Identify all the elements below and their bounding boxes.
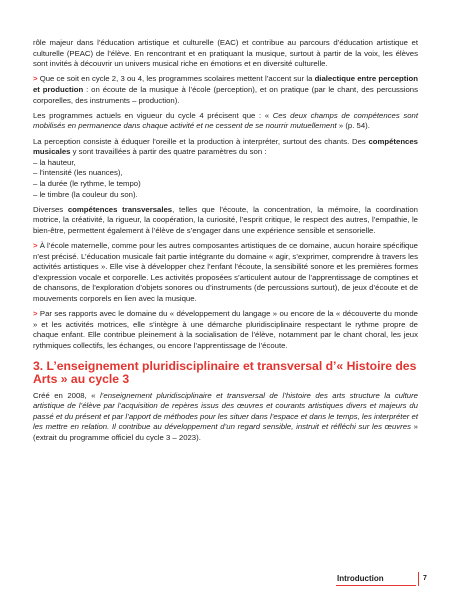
footer-section-label: Introduction (337, 574, 384, 583)
list-item: – le timbre (la couleur du son). (33, 189, 138, 199)
arrow-bullet: > (33, 309, 38, 319)
section-heading: 3. L’enseignement pluridisciplinaire et transversal d’« Histoire des Arts » au cycle 3 (33, 358, 417, 386)
paragraph-intro: rôle majeur dans l’éducation artistique et culturelle (EAC) et contribue au parcours d’éducation artistique et culturelle (PEAC) de l’élève. En rencontrant et en pratiquant la musique, surtout à partir de la voix, les élèves sont invités à découvrir un univers musical riche en émotions et en diversité culturelle. (33, 38, 418, 69)
list-item: – la durée (le rythme, le tempo) (33, 178, 141, 188)
page-number: 7 (423, 575, 427, 582)
list-item: – l’intensité (les nuances), (33, 168, 123, 178)
footer-rule (336, 585, 416, 586)
sound-parameters-list (33, 158, 418, 200)
paragraph-perception: La perception consiste à éduquer l’oreille et la production à interpréter, surtout des chants. Des compétences musicales y sont travaillées à partir des quatre paramètres du son : (33, 136, 418, 157)
arrow-bullet: > (33, 74, 38, 84)
paragraph-rapports: > Par ses rapports avec le domaine du « développement du langage » ou encore de la « découverte du monde » et les activités motrices, elle s’intègre à une démarche pluridisciplinaire respectant le rythme propre de chaque enfant. Elle contribue pleinement à la socialisation de l’élève, notamment par le chant choral, les jeux rythmiques collectifs, les échanges, ou encore l’apprentissage de l’écoute. (33, 309, 418, 350)
body-text (33, 38, 418, 448)
paragraph-maternelle: > À l’école maternelle, comme pour les autres composantes artistiques de ce domaine, aucun horaire spécifique n’est précisé. L’éducation musicale fait partie intégrante du domaine « agir, s’exprimer, comprendre à travers les activités artistiques ». Elle vise à développer chez l’enfant l’écoute, la sensibilité sonore et les premières formes d’expression vocale et corporelle. Les activités proposées s’articulent autour de l’apprentissage de comptines et de chansons, de l’exploration d’objets sonores ou d’instruments (de percussions surtout), de jeux d’écoute et de mouvements corporels en lien avec la musique. (33, 241, 418, 304)
paragraph-programmes: Les programmes actuels en vigueur du cycle 4 précisent que : « Ces deux champs de compétences sont mobilisés en permanence dans chaque activité et ne cessent de se nourrir mutuellement » (p. 54). (33, 110, 418, 131)
list-item: – la hauteur, (33, 157, 76, 167)
arrow-bullet: > (33, 241, 38, 251)
footer-separator (418, 572, 419, 586)
paragraph-dialectique: > Que ce soit en cycle 2, 3 ou 4, les programmes scolaires mettent l’accent sur la dialectique entre perception et production : on écoute de la musique à l’école (perception), et on pratique (par le chant, des percussions corporelles, des instruments – production). (33, 74, 418, 105)
paragraph-histoire-des-arts: Créé en 2008, « l’enseignement pluridisciplinaire et transversal de l’histoire des arts structure la culture artistique de l’élève par l’acquisition de repères issus des œuvres et courants artistiques divers et majeurs du passé et du présent et par l’apport de méthodes pour les situer dans l’espace et dans le temps, les interpréter et les mettre en relation. Il contribue au développement d’un regard sensible, instruit et réfléchi sur les œuvres » (extrait du programme officiel du cycle 3 – 2023). (33, 390, 418, 442)
paragraph-transversales: Diverses compétences transversales, telles que l’écoute, la concentration, la mémoire, la coordination motrice, la créativité, la rigueur, la coopération, la curiosité, l’esprit critique, le respect des autres, l’empathie, le bien-être, permettent également à l’élève de s’engager dans une expérience sensible et sensorielle. (33, 204, 418, 235)
